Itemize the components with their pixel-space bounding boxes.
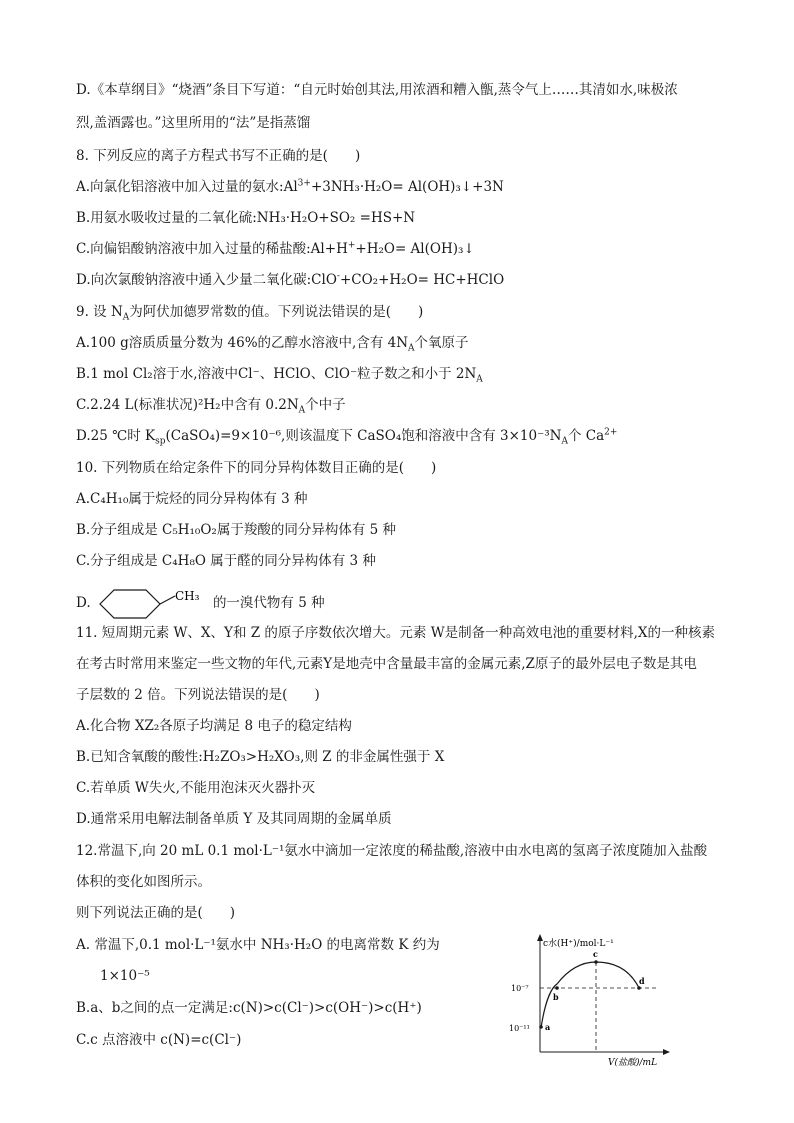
point-b-label: b [553,992,559,1002]
q11-stem-line1: 11. 短周期元素 W、X、Y和 Z 的原子序数依次增大。元素 W是制备一种高效电池的重要材料,X的一种核素 [76,625,715,641]
q11-stem-line3: 子层数的 2 倍。下列说法错误的是( ) [76,687,320,703]
q10-option-c: C.分子组成是 C₄H₈O 属于醛的同分异构体有 3 种 [76,553,376,569]
point-d-label: d [639,976,645,986]
point-c-label: c [593,949,598,959]
q7-option-d-line1: D.《本草纲目》“烧酒”条目下写道：“自元时始创其法,用浓酒和糟入甑,蒸令气上……其清如水,味极浓 [76,82,678,98]
point-d [637,986,641,990]
methyl-label: CH₃ [174,588,200,603]
q10-option-b: B.分子组成是 C₅H₁₀O₂属于羧酸的同分异构体有 5 种 [76,522,396,538]
q10-stem: 10. 下列物质在给定条件下的同分异构体数目正确的是( ) [76,460,437,476]
q12-stem-line3: 则下列说法正确的是( ) [76,905,236,921]
point-b [555,986,559,990]
q7-option-d-line2: 烈,盖酒露也。”这里所用的“法”是指蒸馏 [76,115,311,131]
y-axis-label: c水(H⁺)/mol·L⁻¹ [543,939,614,949]
q10-option-d: D. CH₃ 的一溴代物有 5 种 [76,583,325,623]
q12-option-a-line1: A. 常温下,0.1 mol·L⁻¹氨水中 NH₃·H₂O 的电离常数 K 约为 [76,937,440,953]
q8-option-a: A.向氯化铝溶液中加入过量的氨水$:Al^{3+}+3NH_3\cdot H_2O=$ Al(OH)₃↓+3N [76,178,504,195]
point-a [539,1025,543,1029]
q11-option-d: D.通常采用电解法制备单质 Y 及其同周期的金属单质 [76,811,392,827]
q12-option-c: C.c 点溶液中 c(N)=c(Cl⁻) [76,1032,242,1048]
q9-stem: 9. 设 $N_A$为阿伏加德罗常数的值。下列说法错误的是( ) [76,304,424,323]
q11-stem-line2: 在考古时常用来鉴定一些文物的年代,元素Y是地壳中含量最丰富的金属元素,Z原子的最外层电子数是其电 [76,656,697,672]
x-axis-label: V(盐酸)/mL [608,1058,658,1068]
q12-stem-line1: 12.常温下,向 20 mL 0.1 mol·L⁻¹氨水中滴加一定浓度的稀盐酸,溶液中由水电离的氢离子浓度随加入盐酸 [76,843,708,859]
q11-option-c: C.若单质 W失火,不能用泡沫灭火器扑灭 [76,780,316,796]
q9-option-b: B.1 mol Cl₂溶于水,溶液中Cl⁻、HClO、ClO⁻粒子数之和小于 $2N_A$ [76,366,483,385]
q11-option-b: B.已知含氧酸的酸性:H₂ZO₃>H₂XO₃,则 Z 的非金属性强于 X [76,749,445,765]
q12-option-a-line2: 1×10⁻⁵ [100,968,150,984]
point-a-label: a [545,1022,551,1032]
point-c [594,960,598,964]
tick-1e-11: 10⁻¹¹ [509,1024,530,1033]
q10-option-a: A.C₄H₁₀属于烷烃的同分异构体有 3 种 [76,491,308,507]
x-axis-arrow-icon [663,1049,670,1055]
methylcyclohexane-structure-icon [95,586,207,622]
q8-option-c: C.向偏铝酸钠溶液中加入过量的稀盐酸:Al+H++H₂O= Al(OH)₃↓ [76,240,475,257]
q8-option-b: B.用氨水吸收过量的二氧化硫:NH₃·H₂O+SO₂ =HS+N [76,210,416,226]
q9-option-d: D.25 ℃时 $K_{sp}(CaSO_4)=9\times 10^{-6}$,则该温度下 CaSO₄饱和溶液中含有 $3\times 10^{-3}N_A$个 $Ca^{2+}$ [76,427,618,447]
q12-option-b: B.a、b之间的点一定满足:c(N)>c(Cl⁻)>c(OH⁻)>c(H⁺) [76,1000,422,1016]
q12-titration-graph [505,930,675,1070]
q8-option-d: D.向次氯酸钠溶液中通入少量二氧化碳:ClO-+CO₂+H₂O= HC+HClO [76,271,505,288]
q9-option-c: C.2.24 L(标准状况)²H₂中含有 $0.2N_A$个中子 [76,397,346,416]
q8-stem: 8. 下列反应的离子方程式书写不正确的是( ) [76,148,361,164]
q11-option-a: A.化合物 XZ₂各原子均满足 8 电子的稳定结构 [76,718,352,734]
q9-option-a: A.100 g溶质质量分数为 46%的乙醇水溶液中,含有 $4N_A$个氧原子 [76,335,469,354]
tick-1e-7: 10⁻⁷ [511,984,529,993]
q12-stem-line2: 体积的变化如图所示。 [76,874,211,890]
